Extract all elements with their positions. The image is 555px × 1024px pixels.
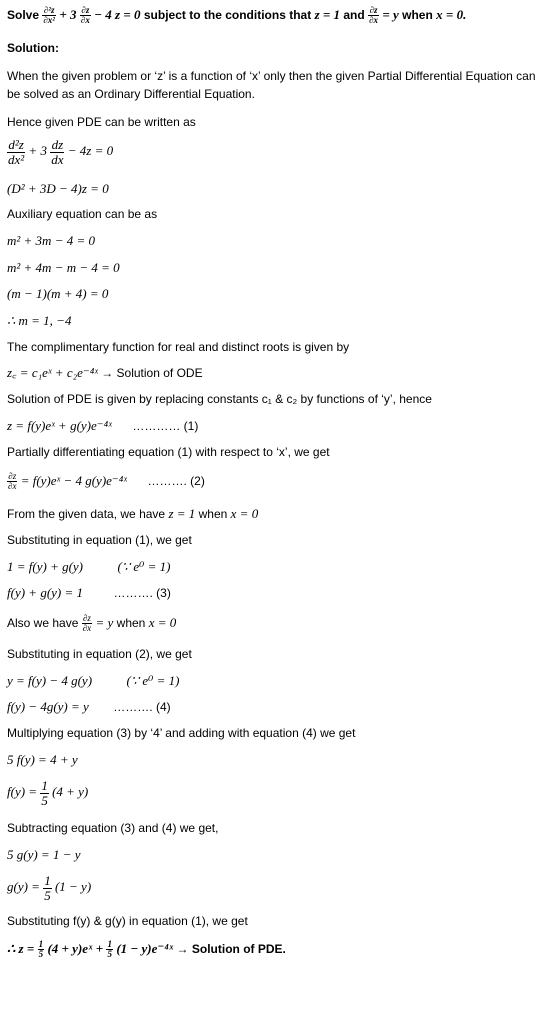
final-solution: ∴ z = $\frac{1}{5}$ (4 + y)eˣ + $\frac{1}{5}$ (1 − y)e⁻⁴ˣ → Solution of PDE. — [7, 939, 286, 960]
intro-line-2: be solved as an Ordinary Differential Equation. — [7, 87, 255, 101]
solution-heading: Solution: — [7, 41, 59, 55]
dz-dx-fraction: $\frac{\partial z}{\partial x}$ — [8, 471, 17, 492]
also-fraction: $\frac{\partial z}{\partial x}$ — [82, 613, 92, 634]
equation-3: f(y) + g(y) = 1 ………. (3) — [7, 585, 171, 600]
mult-text: Multiplying equation (3) by ‘4’ and adding with equation (4) we get — [7, 726, 356, 740]
subst-text: Substituting f(y) & g(y) in equation (1), we get — [7, 914, 248, 928]
one-fifth-fraction: $\frac{1}{5}$ — [41, 778, 48, 808]
final-fraction-1: $\frac{1}{5}$ — [38, 939, 44, 960]
sub-text: Subtracting equation (3) and (4) we get, — [7, 821, 219, 835]
five-f-equation: 5 f(y) = 4 + y — [7, 752, 78, 767]
five-g-equation: 5 g(y) = 1 − y — [7, 847, 81, 862]
ode-equation: $\frac{\text{d²z}}{\text{dx²}}$ + 3 $\frac{dz}{dx}$ − 4z = 0 — [8, 137, 114, 167]
d2z-fraction: $\frac{\text{d²z}}{\text{dx²}}$ — [8, 137, 25, 167]
first-partial-fraction: $\frac{\partial z}{\partial x}$ — [80, 5, 90, 26]
aux-eq-1: m² + 3m − 4 = 0 — [7, 233, 95, 248]
d-operator-form: (D² + 3D − 4)z = 0 — [7, 181, 109, 196]
dz-fraction: $\frac{dz}{dx}$ — [51, 137, 64, 167]
zc-equation: z꜀ = c₁eˣ + c₂e⁻⁴ˣ → Solution of ODE — [7, 365, 203, 380]
sub1-text: Substituting in equation (1), we get — [7, 533, 192, 547]
solve-label: Solve — [7, 8, 40, 23]
equation-1: z = f(y)eˣ + g(y)e⁻⁴ˣ ………… (1) — [7, 418, 199, 433]
aux-text: Auxiliary equation can be as — [7, 207, 158, 221]
given-data-line: From the given data, we have z = 1 when x = 0 — [7, 506, 259, 521]
final-fraction-2: $\frac{1}{5}$ — [107, 939, 112, 960]
intro-line-1: When the given problem or ‘z’ is a function of ‘x’ only then the given Partial Differential Equation can — [7, 69, 536, 83]
second-partial-fraction: $\frac{\text{∂²z}}{\text{∂x²}}$ — [43, 5, 56, 26]
aux-eq-3: (m − 1)(m + 4) = 0 — [7, 286, 109, 301]
problem-statement: Solve $\frac{\text{∂²z}}{\text{∂x²}}$ + 3 $\frac{\partial z}{\partial x}$ − 4 z = 0 subject to the conditions that z = 1 and $\frac{\partial z}{\partial x}$ = y when x = 0. — [7, 5, 467, 26]
condition-fraction: $\frac{\partial z}{\partial x}$ — [369, 5, 379, 26]
pde-text: Hence given PDE can be written as — [7, 115, 196, 129]
one-fifth-fraction: $\frac{1}{5}$ — [44, 873, 51, 903]
aux-eq-2: m² + 4m − m − 4 = 0 — [7, 260, 120, 275]
cf-text: The complimentary function for real and distinct roots is given by — [7, 340, 350, 354]
partial-text: Partially differentiating equation (1) with respect to ‘x’, we get — [7, 445, 330, 459]
g-value: g(y) = $\frac{1}{5}$ (1 − y) — [7, 873, 92, 903]
substitution-2: y = f(y) − 4 g(y) (∵ e⁰ = 1) — [7, 673, 180, 688]
substitution-1: 1 = f(y) + g(y) (∵ e⁰ = 1) — [7, 559, 171, 574]
aux-roots: ∴ m = 1, −4 — [7, 313, 72, 328]
equation-2: $\frac{\partial z}{\partial x}$ = f(y)eˣ − 4 g(y)e⁻⁴ˣ ………. (2) — [8, 471, 205, 492]
replace-text: Solution of PDE is given by replacing constants c₁ & c₂ by functions of ‘y’, hence — [7, 392, 432, 406]
also-line: Also we have $\frac{\partial z}{\partial x}$ = y when x = 0 — [7, 613, 177, 634]
sub2-text: Substituting in equation (2), we get — [7, 647, 192, 661]
f-value: f(y) = $\frac{1}{5}$ (4 + y) — [7, 778, 89, 808]
equation-4: f(y) − 4g(y) = y ………. (4) — [7, 699, 171, 714]
